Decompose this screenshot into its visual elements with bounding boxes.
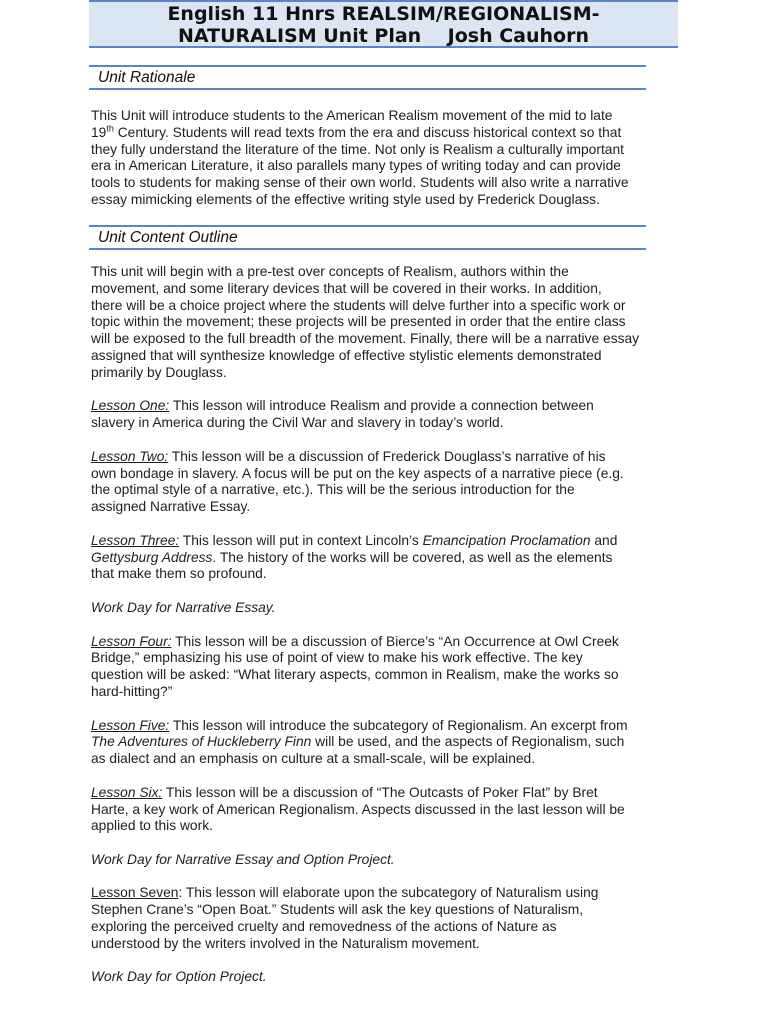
text-line: era in American Literature, it also parallels many types of writing today and can provide: [91, 158, 621, 174]
lesson-label: Lesson One:: [91, 398, 170, 414]
outline-intro-paragraph: This unit will begin with a pre-test over concepts of Realism, authors within the movement, and some literary devices that will be covered in their works. In addition, there will be a choice project where the students will delve further into a specific work or topic within the movement; these projects will be presented in order that the entire class will be exposed to the full breadth of the movement. Finally, there will be a narrative essay assigned that will synthesize knowledge of effective stylistic elements demonstrated primarily by Douglass.: [91, 264, 640, 380]
lesson-three: Lesson Three: This lesson will put in context Lincoln’s Emancipation Proclamation and Gettysburg Address. The history of the works will be covered, as well as the elements that make them so profound.: [91, 532, 618, 582]
text-line: tools to students for making sense of their own world. Students will also write a narrative: [91, 175, 629, 191]
lesson-two: Lesson Two: This lesson will be a discussion of Frederick Douglass’s narrative of his own bondage in slavery. A focus will be put on the key aspects of a narrative piece (e.g. the optimal style of a narrative, etc.). This will be the serious introduction for the assigned Narrative Essay.: [91, 448, 624, 515]
section-heading-rationale: [89, 65, 646, 90]
title-line-1: English 11 Hnrs REALSIM/REGIONALISM-: [167, 3, 600, 25]
lesson-five: Lesson Five: This lesson will introduce the subcategory of Regionalism. An excerpt from The Adventures of Huckleberry Finn will be used, and the aspects of Regionalism, such as dialect and an emphasis on culture at a small-scale, will be explained.: [91, 717, 628, 767]
outline-heading-text: Unit Content Outline: [98, 229, 238, 246]
lesson-one: Lesson One: This lesson will introduce Realism and provide a connection between slavery in America during the Civil War and slavery in today’s world.: [91, 398, 594, 431]
lesson-four: Lesson Four: This lesson will be a discussion of Bierce’s “An Occurrence at Owl Creek Bridge,” emphasizing his use of point of view to make his work effective. The key question will be asked: “What literary aspects, common in Realism, make the works so hard-hitting?”: [91, 633, 619, 699]
section-heading-outline: [89, 225, 646, 250]
lesson-six: Lesson Six: This lesson will be a discussion of “The Outcasts of Poker Flat” by Bret Harte, a key work of American Regionalism. Aspects discussed in the last lesson will be applied to this work.: [91, 784, 625, 834]
lesson-label: Lesson Five:: [91, 717, 170, 733]
text-line: 19th Century. Students will read texts from the era and discuss historical context so that: [91, 123, 622, 140]
text-line: they fully understand the literature of the time. Not only is Realism a culturally important: [91, 141, 624, 157]
lesson-label: Lesson Four:: [91, 633, 172, 649]
work-day-1: Work Day for Narrative Essay.: [91, 599, 276, 615]
work-day-2: Work Day for Narrative Essay and Option Project.: [91, 851, 395, 867]
lesson-label: Lesson Six:: [91, 784, 163, 800]
title-line-2: NATURALISM Unit Plan Josh Cauhorn: [178, 25, 589, 47]
lesson-label: Lesson Seven: [91, 885, 179, 901]
rationale-heading-text: Unit Rationale: [98, 69, 196, 86]
document-title: [89, 0, 678, 48]
lesson-seven: Lesson Seven: This lesson will elaborate upon the subcategory of Naturalism using Stephen Crane’s “Open Boat.” Students will ask the key questions of Naturalism, exploring the perceived cruelty and removedness of the actions of Nature as understood by the writers involved in the Naturalism movement.: [91, 885, 599, 951]
text-line: This Unit will introduce students to the American Realism movement of the mid to late: [91, 108, 613, 123]
rationale-paragraph: [91, 108, 691, 226]
lesson-label: Lesson Two:: [91, 448, 169, 464]
lesson-label: Lesson Three:: [91, 532, 180, 548]
text-line: essay mimicking elements of the effective writing style used by Frederick Douglass.: [91, 191, 600, 207]
work-day-3: Work Day for Option Project.: [91, 969, 267, 985]
outline-body: [91, 264, 691, 1003]
